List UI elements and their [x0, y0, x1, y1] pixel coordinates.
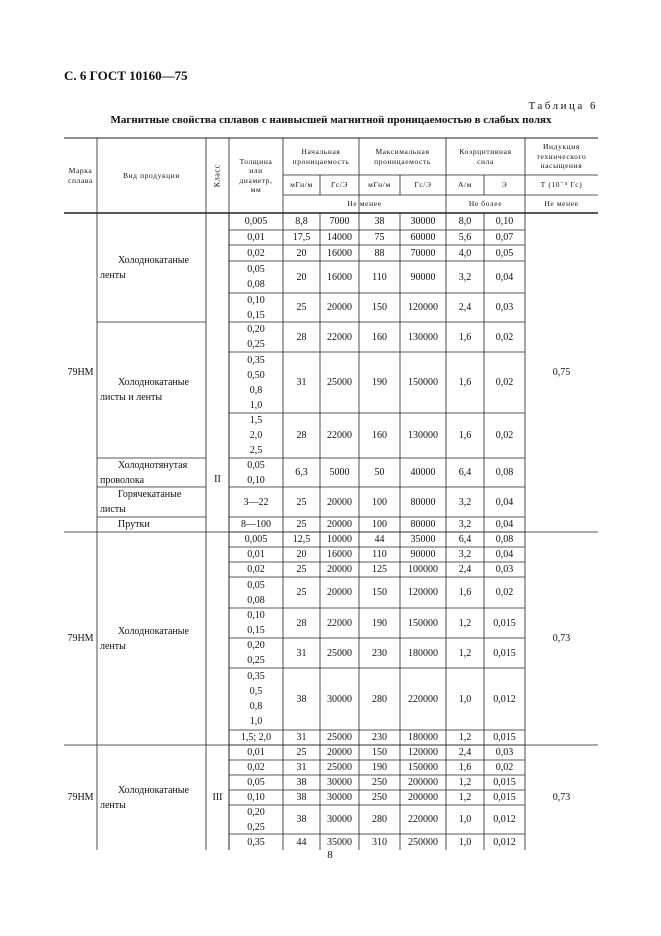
cell-g1-r8-c5: 130000 — [408, 430, 438, 441]
cell-g1-r11-c5: 80000 — [410, 519, 436, 530]
product-g1-3: Холоднотянутая проволока — [100, 459, 188, 486]
cell-g1-r9-c4: 50 — [374, 467, 385, 478]
cell-g2-r3-c4: 125 — [372, 564, 387, 575]
cell-g1-r11-c4: 100 — [372, 519, 387, 530]
header-product: Вид продукции — [122, 170, 181, 180]
cell-g3-r6-c2: 44 — [296, 836, 307, 848]
header-induction: Индукция технического насыщения — [536, 142, 587, 171]
cell-g1-r9-c3: 5000 — [329, 467, 350, 478]
cell-g2-r2-c3: 16000 — [327, 549, 352, 560]
cell-g1-r7-c1: 0,35 0,50 0,8 1,0 — [247, 354, 265, 411]
cell-g1-r4-c3: 16000 — [327, 271, 352, 283]
cell-g3-r1-c3: 20000 — [327, 747, 352, 758]
cell-g2-r6-c3: 25000 — [327, 647, 352, 659]
cell-g3-r5-c7: 0,012 — [493, 814, 516, 825]
cell-g1-r6-c4: 160 — [372, 331, 387, 343]
page-number: 8 — [327, 849, 333, 861]
cell-g1-r5-c7: 0,03 — [495, 302, 514, 313]
header-initial-permeability: Начальная проницаемость — [292, 147, 350, 166]
cell-g2-r4-c1: 0,05 0,08 — [247, 579, 265, 606]
cell-g3-r2-c3: 25000 — [327, 762, 352, 773]
cell-g1-r3-c7: 0,05 — [495, 247, 514, 259]
cell-g1-r10-c2: 25 — [296, 496, 307, 508]
cell-g3-r1-c6: 2,4 — [458, 747, 472, 758]
cell-g3-r5-c5: 220000 — [408, 814, 438, 825]
header-class: Класс — [212, 164, 222, 187]
cell-g3-r1-c7: 0,03 — [495, 747, 514, 758]
cell-g1-r1-c3: 7000 — [329, 216, 350, 227]
grade-79nm-2: 79НМ — [67, 633, 94, 644]
cell-g2-r5-c2: 28 — [296, 617, 307, 629]
cell-g2-r8-c4: 230 — [372, 732, 387, 743]
cell-g2-r3-c3: 20000 — [327, 564, 352, 575]
cell-g1-r3-c6: 4,0 — [458, 247, 472, 259]
cell-g2-r3-c7: 0,03 — [495, 564, 514, 575]
cell-g1-r3-c1: 0,02 — [247, 247, 265, 259]
cell-g1-r10-c6: 3,2 — [458, 496, 472, 508]
cell-g1-r5-c5: 120000 — [408, 302, 438, 313]
cell-g2-r5-c1: 0,10 0,15 — [247, 610, 265, 636]
cell-g2-r7-c6: 1,0 — [458, 693, 472, 705]
cell-g3-r6-c1: 0,35 — [247, 836, 265, 848]
cell-g1-r7-c2: 31 — [296, 377, 307, 388]
cell-g1-r8-c6: 1,6 — [458, 430, 472, 441]
cell-g3-r2-c2: 31 — [296, 762, 307, 773]
cell-g3-r1-c4: 150 — [372, 747, 387, 758]
cell-g1-r4-c1: 0,05 0,08 — [247, 264, 265, 290]
cell-g3-r4-c3: 30000 — [327, 792, 352, 803]
cell-g1-r8-c1: 1,5 2,0 2,5 — [249, 415, 263, 456]
cell-g2-r6-c5: 180000 — [408, 647, 438, 659]
cell-g2-r3-c2: 25 — [296, 564, 307, 575]
header-max-permeability: Максимальная проницаемость — [374, 147, 431, 166]
cell-g3-r4-c4: 250 — [372, 792, 387, 803]
cell-g2-r7-c3: 30000 — [327, 693, 352, 705]
unit-am: А/м — [457, 180, 473, 190]
product-g3: Холоднокатаные ленты — [100, 784, 189, 811]
cell-g1-r1-c7: 0,10 — [495, 216, 514, 227]
cell-g1-r6-c3: 22000 — [327, 331, 352, 343]
cell-g3-r5-c2: 38 — [296, 814, 307, 825]
cell-g2-r4-c5: 120000 — [408, 587, 438, 598]
cell-g1-r1-c4: 38 — [374, 216, 385, 227]
product-g2: Холоднокатаные ленты — [100, 625, 189, 652]
cell-g1-r11-c1: 8—100 — [241, 519, 271, 530]
cell-g1-r8-c3: 22000 — [327, 430, 352, 441]
header-grade: Марка сплава — [68, 166, 93, 185]
cell-g1-r2-c5: 60000 — [410, 232, 436, 243]
cell-g3-r4-c2: 38 — [296, 792, 307, 803]
cell-g2-r2-c1: 0,01 — [247, 549, 265, 560]
cell-g1-r4-c7: 0,04 — [495, 271, 514, 283]
cell-g1-r9-c5: 40000 — [410, 467, 436, 478]
cell-g2-r5-c3: 22000 — [327, 617, 352, 629]
cell-g2-r6-c4: 230 — [372, 647, 387, 659]
cell-g2-r8-c2: 31 — [296, 732, 307, 743]
cell-g1-r3-c4: 88 — [374, 247, 385, 259]
cell-g2-r4-c4: 150 — [372, 587, 387, 598]
cell-g1-r2-c3: 14000 — [327, 232, 352, 243]
cell-g1-r4-c2: 20 — [296, 271, 307, 283]
cell-g3-r4-c5: 200000 — [408, 792, 438, 803]
cell-g3-r5-c6: 1,0 — [458, 814, 472, 825]
cell-g3-r1-c2: 25 — [296, 747, 307, 758]
induction-g2: 0,73 — [552, 633, 571, 644]
induction-g1: 0,75 — [552, 367, 571, 378]
cell-g3-r4-c1: 0,10 — [247, 792, 265, 803]
cell-g2-r7-c7: 0,012 — [493, 693, 516, 705]
cell-g2-r6-c1: 0,20 0,25 — [247, 640, 265, 666]
cell-g2-r8-c1: 1,5; 2,0 — [240, 732, 272, 743]
unit-tesla: Т (10⁻⁴ Гс) — [540, 180, 583, 190]
cell-g2-r6-c7: 0,015 — [493, 647, 516, 659]
note-not-less-induction: Не менее — [544, 199, 579, 209]
cell-g3-r3-c4: 250 — [372, 777, 387, 788]
cell-g1-r4-c6: 3,2 — [458, 271, 472, 283]
cell-g2-r1-c1: 0,005 — [244, 534, 268, 545]
cell-g2-r8-c3: 25000 — [327, 732, 352, 743]
class-ii: II — [214, 473, 221, 485]
cell-g3-r2-c1: 0,02 — [247, 762, 265, 773]
induction-g3: 0,73 — [552, 792, 571, 803]
cell-g2-r4-c6: 1,6 — [458, 587, 472, 598]
cell-g1-r8-c2: 28 — [296, 430, 307, 441]
cell-g1-r2-c1: 0,01 — [247, 232, 265, 243]
cell-g1-r1-c2: 8,8 — [295, 216, 308, 227]
cell-g2-r1-c6: 6,4 — [458, 534, 472, 545]
cell-g2-r2-c5: 90000 — [410, 549, 436, 560]
cell-g3-r6-c5: 250000 — [408, 836, 438, 848]
header-coercive-force: Коэрцитивная сила — [459, 147, 512, 166]
cell-g3-r3-c7: 0,015 — [493, 777, 516, 788]
cell-g2-r3-c6: 2,4 — [458, 564, 472, 575]
cell-g1-r11-c6: 3,2 — [458, 519, 472, 530]
cell-g1-r5-c6: 2,4 — [458, 302, 472, 313]
cell-g1-r5-c3: 20000 — [327, 302, 352, 313]
cell-g3-r3-c6: 1,2 — [458, 777, 472, 788]
product-g1-2: Холоднокатаные листы и ленты — [100, 377, 189, 403]
cell-g3-r4-c7: 0,015 — [493, 792, 516, 803]
cell-g1-r5-c4: 150 — [372, 302, 387, 313]
cell-g1-r1-c5: 30000 — [410, 216, 436, 227]
cell-g1-r9-c7: 0,08 — [495, 467, 514, 478]
cell-g3-r5-c4: 280 — [372, 814, 387, 825]
cell-g1-r10-c3: 20000 — [327, 496, 352, 508]
grade-79nm-3: 79НМ — [67, 792, 94, 803]
cell-g2-r5-c6: 1,2 — [458, 617, 472, 629]
cell-g2-r4-c7: 0,02 — [495, 587, 514, 598]
cell-g2-r8-c5: 180000 — [408, 732, 438, 743]
cell-g1-r9-c6: 6,4 — [458, 467, 472, 478]
cell-g3-r3-c2: 38 — [296, 777, 307, 788]
cell-g1-r3-c2: 20 — [296, 247, 307, 259]
cell-g1-r5-c1: 0,10 0,15 — [247, 294, 265, 321]
unit-mgn-initial: мГн/м — [290, 180, 313, 190]
cell-g1-r10-c5: 80000 — [410, 496, 436, 508]
cell-g3-r5-c3: 30000 — [327, 814, 352, 825]
cell-g3-r3-c1: 0,05 — [247, 777, 265, 788]
cell-g1-r2-c4: 75 — [374, 232, 385, 243]
cell-g2-r6-c2: 31 — [296, 647, 307, 659]
cell-g2-r5-c4: 190 — [372, 617, 387, 629]
cell-g1-r5-c2: 25 — [296, 302, 307, 313]
cell-g2-r6-c6: 1,2 — [458, 647, 472, 659]
cell-g3-r3-c3: 30000 — [327, 777, 352, 788]
cell-g2-r1-c5: 35000 — [410, 534, 436, 545]
cell-g3-r6-c4: 310 — [372, 836, 387, 848]
cell-g2-r4-c2: 25 — [296, 587, 307, 598]
cell-g2-r8-c7: 0,015 — [493, 732, 516, 743]
cell-g3-r2-c5: 150000 — [408, 762, 438, 773]
cell-g1-r7-c7: 0,02 — [495, 377, 514, 388]
cell-g1-r6-c6: 1,6 — [458, 331, 472, 343]
cell-g3-r4-c6: 1,2 — [458, 792, 472, 803]
cell-g1-r9-c1: 0,05 0,10 — [247, 459, 265, 486]
cell-g1-r10-c1: 3—22 — [243, 496, 269, 508]
cell-g1-r8-c7: 0,02 — [495, 430, 514, 441]
cell-g2-r5-c5: 150000 — [408, 617, 438, 629]
cell-g3-r5-c1: 0,20 0,25 — [247, 806, 265, 833]
cell-g1-r6-c1: 0,20 0,25 — [247, 324, 265, 350]
cell-g3-r3-c5: 200000 — [408, 777, 438, 788]
cell-g1-r1-c1: 0,005 — [244, 216, 268, 227]
cell-g2-r1-c3: 10000 — [327, 534, 352, 545]
cell-g3-r1-c5: 120000 — [408, 747, 438, 758]
cell-g3-r1-c1: 0,01 — [247, 747, 265, 758]
cell-g1-r7-c6: 1,6 — [458, 377, 472, 388]
cell-g1-r2-c2: 17,5 — [292, 232, 311, 243]
cell-g2-r1-c7: 0,08 — [495, 534, 514, 545]
note-not-less: Не менее — [347, 199, 382, 209]
cell-g3-r2-c6: 1,6 — [458, 762, 472, 773]
cell-g3-r6-c6: 1,0 — [458, 836, 472, 848]
cell-g1-r4-c5: 90000 — [410, 271, 436, 283]
cell-g1-r6-c5: 130000 — [408, 331, 438, 343]
cell-g1-r11-c2: 25 — [296, 519, 307, 530]
cell-g2-r3-c1: 0,02 — [247, 564, 265, 575]
cell-g1-r2-c6: 5,6 — [458, 232, 472, 243]
cell-g2-r5-c7: 0,015 — [493, 617, 516, 629]
cell-g1-r6-c7: 0,02 — [495, 331, 514, 343]
cell-g1-r4-c4: 110 — [372, 271, 387, 283]
cell-g1-r3-c5: 70000 — [410, 247, 436, 259]
cell-g1-r11-c7: 0,04 — [495, 519, 514, 530]
product-g1-4: Горячекатаные листы — [100, 489, 182, 515]
cell-g2-r7-c4: 280 — [372, 693, 387, 705]
cell-g2-r7-c1: 0,35 0,5 0,8 1,0 — [247, 671, 265, 727]
table-caption: Магнитные свойства сплавов с наивысшей магнитной проницаемостью в слабых полях — [110, 114, 552, 126]
cell-g1-r10-c7: 0,04 — [495, 496, 514, 508]
cell-g2-r2-c6: 3,2 — [458, 549, 472, 560]
product-g1-5: Прутки — [118, 519, 150, 530]
cell-g1-r7-c5: 150000 — [408, 377, 438, 388]
cell-g1-r7-c3: 25000 — [327, 377, 352, 388]
cell-g1-r8-c4: 160 — [372, 430, 387, 441]
cell-g2-r7-c5: 220000 — [408, 693, 438, 705]
cell-g1-r10-c4: 100 — [372, 496, 387, 508]
unit-gse-initial: Гс/Э — [330, 180, 349, 190]
cell-g3-r2-c4: 190 — [372, 762, 387, 773]
cell-g1-r7-c4: 190 — [372, 377, 387, 388]
unit-gse-max: Гс/Э — [414, 180, 432, 190]
product-g1-1: Холоднокатаные ленты — [100, 254, 189, 281]
page-header: С. 6 ГОСТ 10160—75 — [64, 68, 188, 83]
cell-g2-r3-c5: 100000 — [408, 564, 438, 575]
unit-mgn-max: мГн/м — [368, 180, 391, 190]
class-iii: III — [212, 792, 223, 803]
cell-g2-r2-c2: 20 — [296, 549, 307, 560]
header-thickness: Толщина или диаметр, мм — [239, 156, 273, 194]
cell-g1-r3-c3: 16000 — [327, 247, 352, 259]
cell-g1-r11-c3: 20000 — [327, 519, 352, 530]
cell-g1-r6-c2: 28 — [296, 331, 307, 343]
cell-g1-r2-c7: 0,07 — [495, 232, 514, 243]
cell-g2-r4-c3: 20000 — [327, 587, 352, 598]
cell-g2-r1-c2: 12,5 — [292, 534, 311, 545]
cell-g3-r2-c7: 0,02 — [495, 762, 514, 773]
unit-e: Э — [501, 180, 508, 190]
grade-79nm-1: 79НМ — [67, 367, 94, 378]
note-not-more: Не более — [468, 199, 503, 209]
cell-g1-r1-c6: 8,0 — [458, 216, 472, 227]
cell-g2-r2-c7: 0,04 — [495, 549, 514, 560]
cell-g2-r1-c4: 44 — [374, 534, 385, 545]
cell-g2-r2-c4: 110 — [372, 549, 387, 560]
table-label: Таблица 6 — [528, 100, 598, 112]
cell-g2-r7-c2: 38 — [296, 693, 307, 705]
cell-g3-r6-c7: 0,012 — [493, 836, 516, 848]
cell-g2-r8-c6: 1,2 — [458, 732, 472, 743]
cell-g1-r9-c2: 6,3 — [295, 467, 308, 478]
cell-g3-r6-c3: 35000 — [327, 836, 352, 848]
